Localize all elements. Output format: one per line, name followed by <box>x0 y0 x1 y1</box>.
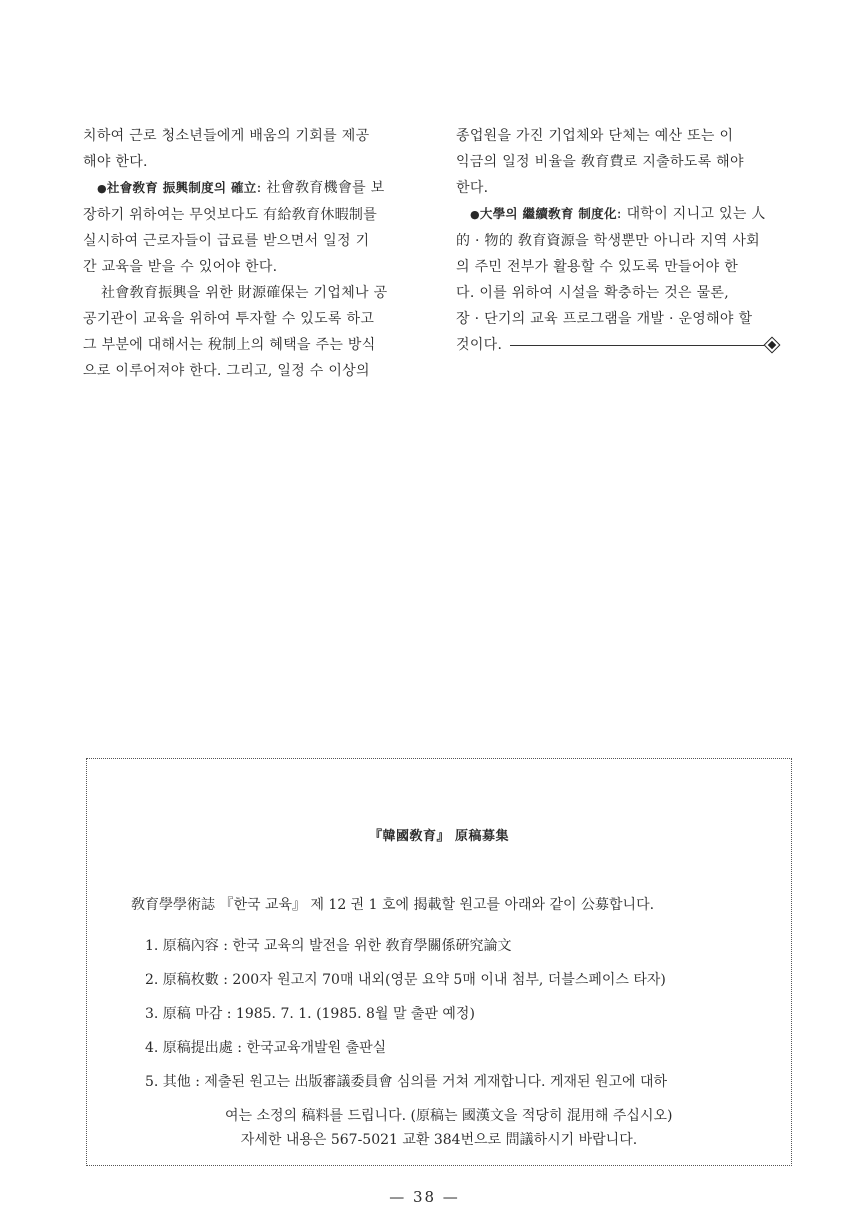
body-line: 공기관이 교육을 위하여 투자할 수 있도록 하고 <box>83 311 375 327</box>
body-line: 장하기 위하여는 무엇보다도 有給敎育休暇制를 <box>83 207 378 223</box>
notice-item: 2. 原稿枚數 : 200자 원고지 70매 내외(영문 요약 5매 이내 첨부, 더블스페이스 타자) <box>145 972 666 988</box>
section-heading-line <box>83 175 423 202</box>
right-column <box>456 123 794 358</box>
notice-item: 3. 原稿 마감 : 1985. 7. 1. (1985. 8월 말 출판 예정) <box>145 1006 475 1022</box>
left-column <box>83 123 423 384</box>
notice-item: 5. 其他 : 제출된 원고는 出版審議委員會 심의를 거쳐 게재합니다. 게재된 원고에 대하 <box>145 1074 668 1090</box>
body-line: 의 주민 전부가 활용할 수 있도록 만들어야 한 <box>456 259 739 275</box>
bullet-icon: ● <box>470 208 480 221</box>
body-line: 종업원을 가진 기업체와 단체는 예산 또는 이 <box>456 128 734 144</box>
body-text: 것이다. <box>456 337 503 353</box>
body-line: 실시하여 근로자들이 급료를 받으면서 일정 기 <box>83 233 370 249</box>
body-line: 해야 한다. <box>83 154 148 170</box>
notice-intro: 敎育學學術誌 『한국 교육』 제 12 권 1 호에 揭載할 원고를 아래와 같이 公募합니다. <box>131 897 655 913</box>
body-line: 的 · 物的 敎育資源을 학생뿐만 아니라 지역 사회 <box>456 233 760 249</box>
body-line: 그 부분에 대해서는 稅制上의 혜택을 주는 방식 <box>83 337 376 353</box>
section-heading: 社會敎育 振興制度의 確立 <box>106 180 257 195</box>
body-line: 익금의 일정 비율을 敎育費로 지출하도록 해야 <box>456 154 744 170</box>
body-line: 한다. <box>456 180 489 196</box>
end-rule <box>510 345 764 346</box>
end-diamond-icon <box>764 337 781 354</box>
notice-item-continuation: 여는 소정의 稿料를 드립니다. (原稿는 國漢文을 적당히 混用해 주십시오) <box>225 1108 673 1124</box>
body-line: 으로 이루어져야 한다. 그리고, 일정 수 이상의 <box>83 363 370 379</box>
body-text: : 대학이 지니고 있는 人 <box>616 206 766 222</box>
section-heading: 大學의 繼續敎育 制度化 <box>479 206 617 221</box>
body-line: 다. 이를 위하여 시설을 확충하는 것은 물론, <box>456 285 730 301</box>
notice-item: 1. 原稿內容 : 한국 교육의 발전을 위한 敎育學關係硏究論文 <box>145 938 512 954</box>
call-for-papers-box <box>86 758 792 1166</box>
body-line: 장 · 단기의 교육 프로그램을 개발 · 운영해야 할 <box>456 311 753 327</box>
page-number: — 38 — <box>389 1188 460 1206</box>
notice-title: 『韓國敎育』 原稿募集 <box>368 829 510 844</box>
body-line: 간 교육을 받을 수 있어야 한다. <box>83 259 278 275</box>
notice-items <box>145 929 672 1133</box>
section-heading-line <box>456 201 794 228</box>
bullet-icon: ● <box>97 182 107 195</box>
body-line: 社會敎育振興을 위한 財源確保는 기업체나 공 <box>101 285 388 301</box>
body-text: : 社會敎育機會를 보 <box>256 180 385 196</box>
notice-contact: 자세한 내용은 567-5021 교환 384번으로 問議하시기 바랍니다. <box>240 1132 638 1148</box>
body-line: 치하여 근로 청소년들에게 배움의 기회를 제공 <box>83 128 370 144</box>
body-line-end <box>456 332 794 358</box>
notice-item: 4. 原稿提出處 : 한국교육개발원 출판실 <box>145 1040 387 1056</box>
